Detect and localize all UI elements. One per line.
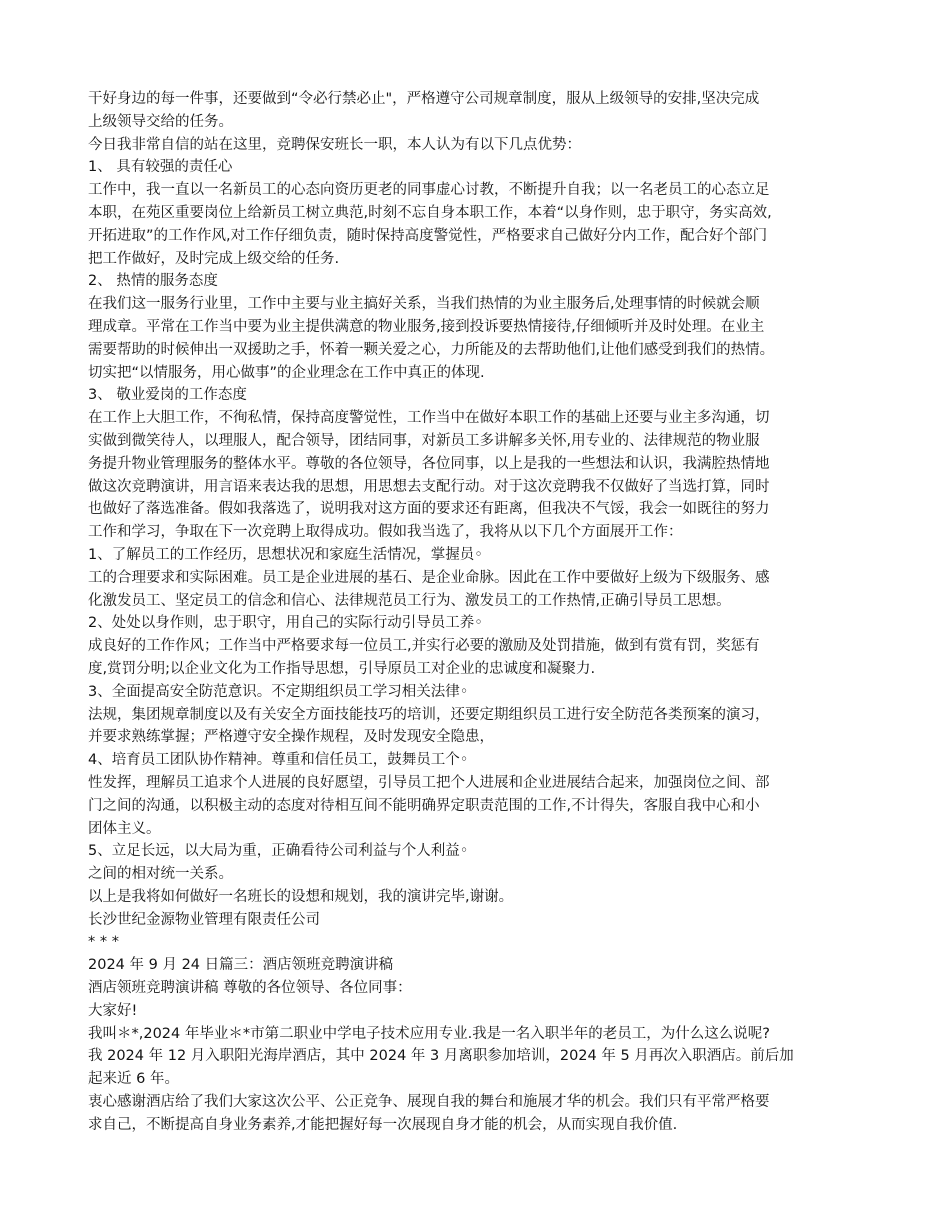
text-line: 把工作做好，及时完成上级交给的任务. (88, 250, 340, 267)
text-line: 并要求熟练掌握；严格遵守安全操作规程，及时发现安全隐患， (88, 729, 494, 746)
text-line: 切实把“以情服务，用心做事”的企业理念在工作中真正的体现. (88, 364, 485, 381)
text-line: 开拓进取”的工作作风,对工作仔细负责，随时保持高度警觉性，严格要求自己做好分内工作，配合好个部门 (88, 227, 768, 244)
text-line: 求自己，不断提高自身业务素养,才能把握好每一次展现自身才能的机会，从而实现自我价值. (88, 1116, 678, 1133)
section-heading: 3、 敬业爱岗的工作态度 (88, 387, 247, 404)
text-line: 成良好的工作作风；工作当中严格要求每一位员工,并实行必要的激励及处罚措施，做到有赏有罚，奖惩有 (88, 638, 760, 655)
list-item: 1、了解员工的工作经历，思想状况和家庭生活情况，掌握员◦ (88, 546, 483, 563)
text-line: 需要帮助的时候伸出一双援助之手，怀着一颗关爱之心，力所能及的去帮助他们,让他们感受到我们的热情。 (88, 341, 775, 358)
text-line: 衷心感谢酒店给了我们大家这次公平、公正竞争、展现自我的舞台和施展才华的机会。我们只有平常严格要 (88, 1094, 770, 1111)
text-line: 做这次竞聘演讲，用言语来表达我的思想，用思想去支配行动。对于这次竞聘我不仅做好了当选打算，同时 (88, 478, 770, 495)
text-line: 在工作上大胆工作，不徇私情，保持高度警觉性，工作当中在做好本职工作的基础上还要与业主多沟通，切 (88, 410, 770, 427)
text-line: 性发挥，理解员工追求个人进展的良好愿望，引导员工把个人进展和企业进展结合起来，加强岗位之间、部 (88, 774, 770, 791)
text-line: 工作中，我一直以一名新员工的心态向资历更老的同事虚心讨教，不断提升自我；以一名老员工的心态立足 (88, 182, 770, 199)
text-line: 我 2024 年 12 月入职阳光海岸酒店，其中 2024 年 3 月离职参加培训，2024 年 5 月再次入职酒店。前后加 (88, 1048, 794, 1065)
section-heading: 2、 热情的服务态度 (88, 273, 218, 290)
list-item: 4、培育员工团队协作精神。尊重和信任员工，鼓舞员工个◦ (88, 752, 469, 769)
company-signature: 长沙世纪金源物业管理有限责任公司 (88, 911, 320, 928)
text-line: 工作和学习，争取在下一次竞聘上取得成功。假如我当选了，我将从以下几个方面展开工作： (88, 524, 683, 541)
text-line: 实做到微笑待人，以理服人，配合领导，团结同事，对新员工多讲解多关怀,用专业的、法律规范的物业服 (88, 432, 760, 449)
text-line: 化激发员工、坚定员工的信念和信心、法律规范员工行为、激发员工的工作热情,正确引导员工思想。 (88, 592, 731, 609)
list-item: 2、处处以身作则，忠于职守，用自己的实际行动引导员工养◦ (88, 615, 483, 632)
text-line: 上级领导交给的任务。 (88, 113, 233, 130)
section-heading: 1、 具有较强的责任心 (88, 159, 233, 176)
text-line: 今日我非常自信的站在这里，竞聘保安班长一职，本人认为有以下几点优势： (88, 136, 581, 153)
text-line: 门之间的沟通，以积极主动的态度对待相互间不能明确界定职责范围的工作,不计得失，客服自我中心和小 (88, 797, 760, 814)
text-line: 我叫＊*,2024 年毕业＊*市第二职业中学电子技术应用专业.我是一名入职半年的老员工，为什么这么说呢? (88, 1025, 770, 1042)
document-body (88, 88, 864, 1137)
text-line: 工的合理要求和实际困难。员工是企业进展的基石、是企业命脉。因此在工作中要做好上级为下级服务、感 (88, 569, 770, 586)
text-line: 务提升物业管理服务的整体水平。尊敬的各位领导，各位同事，以上是我的一些想法和认识，我满腔热情地 (88, 455, 770, 472)
text-line: 在我们这一服务行业里，工作中主要与业主搞好关系，当我们热情的为业主服务后,处理事情的时候就会顺 (88, 296, 760, 313)
text-line: 度,赏罚分明;以企业文化为工作指导思想，引导原员工对企业的忠诚度和凝聚力. (88, 660, 596, 677)
list-item: 3、全面提高安全防范意识。不定期组织员工学习相关法律◦ (88, 683, 469, 700)
text-line: 团体主义。 (88, 820, 161, 837)
text-line: 本职，在苑区重要岗位上给新员工树立典范,时刻不忘自身本职工作，本着“以身作则，忠于职守，务实高效, (88, 204, 772, 221)
text-line: 之间的相对统一关系。 (88, 866, 233, 883)
text-line: 也做好了落选准备。假如我落选了，说明我对这方面的要求还有距离，但我决不气馁，我会一如既往的努力 (88, 501, 770, 518)
text-line: 起来近 6 年。 (88, 1071, 179, 1088)
list-item: 5、立足长远，以大局为重，正确看待公司利益与个人利益◦ (88, 843, 469, 860)
greeting: 大家好! (88, 1002, 138, 1019)
text-line: 理成章。平常在工作当中要为业主提供满意的物业服务,接到投诉要热情接待,仔细倾听并及时处理。在业主 (88, 318, 765, 335)
text-line: 法规，集团规章制度以及有关安全方面技能技巧的培训，还要定期组织员工进行安全防范各类预案的演习， (88, 706, 770, 723)
text-line: 干好身边的每一件事，还要做到“令必行禁必止"，严格遵守公司规章制度，服从上级领导的安排,坚决完成 (88, 91, 760, 107)
separator-stars: * * * (88, 934, 119, 951)
text-line: 以上是我将如何做好一名班长的设想和规划，我的演讲完毕,谢谢。 (88, 888, 514, 905)
speech-title: 酒店领班竞聘演讲稿 尊敬的各位领导、各位同事： (88, 980, 412, 997)
date-title-line: 2024 年 9 月 24 日篇三：酒店领班竞聘演讲稿 (88, 957, 394, 974)
